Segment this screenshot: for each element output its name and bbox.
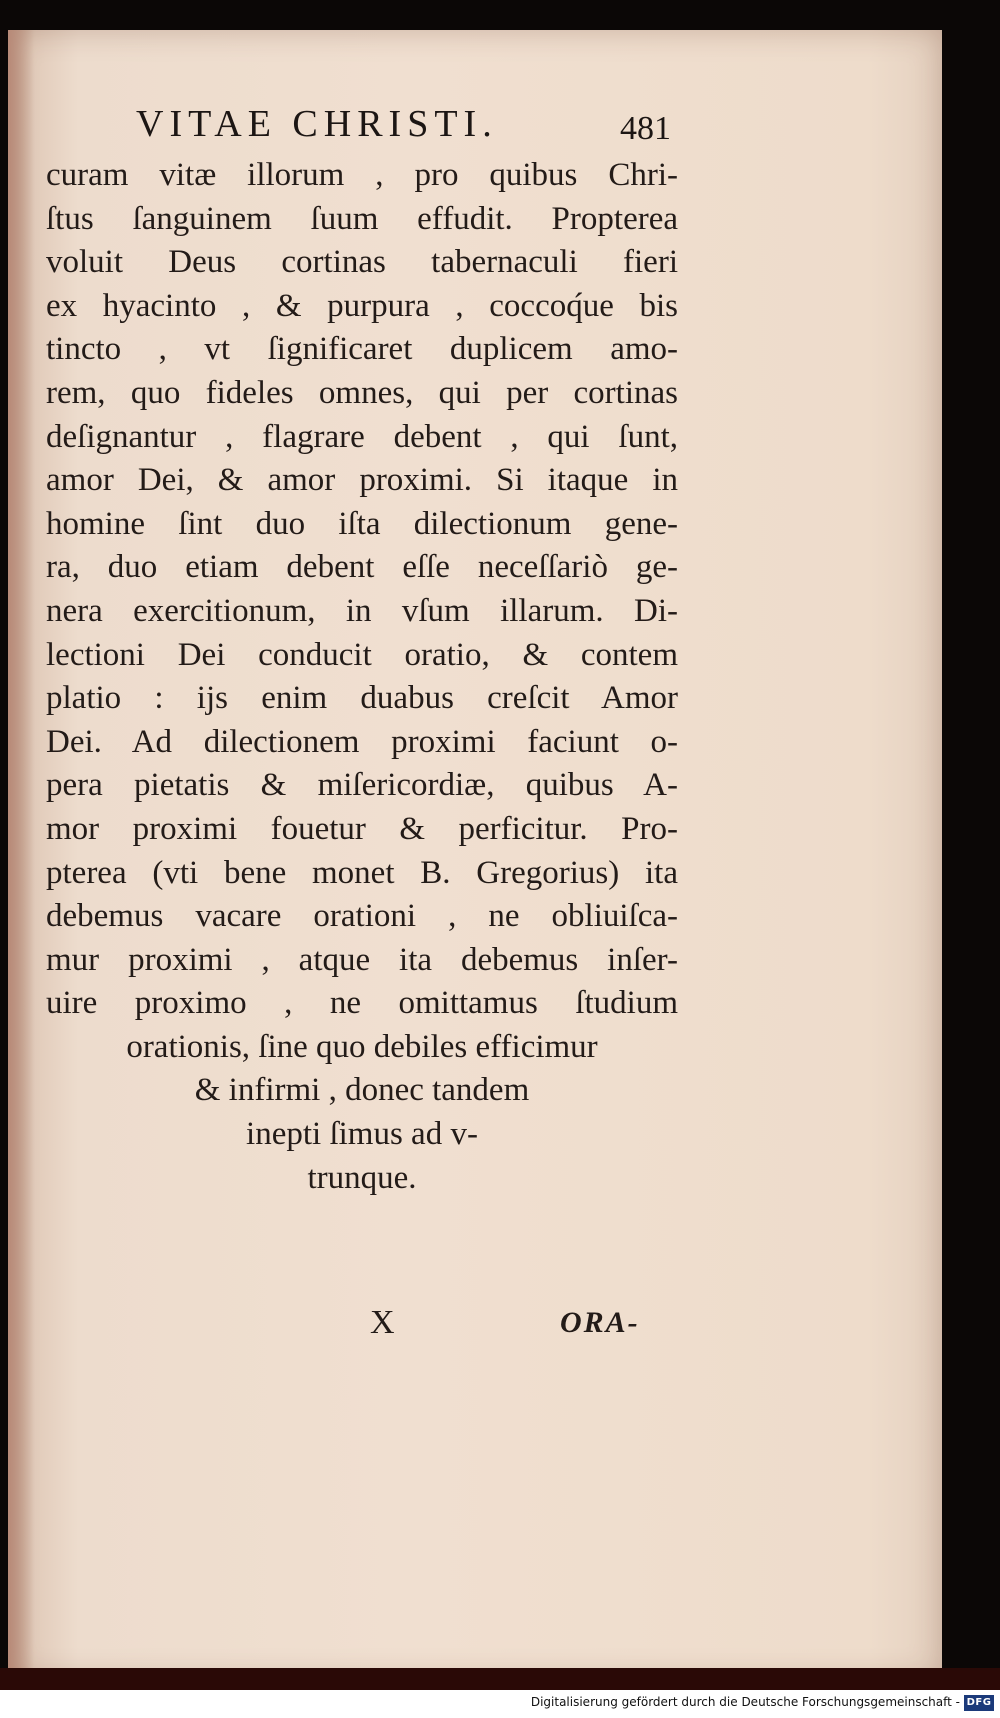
closing-line: orationis, ſine quo debiles efficimur: [126, 1028, 598, 1065]
text-line: curam vitæ illorum , pro quibus Chri-: [46, 157, 678, 193]
text-line: tincto , vt ſignificaret duplicem amo-: [46, 331, 678, 368]
closing-line: inepti ſimus ad v-: [246, 1116, 478, 1153]
closing-line: trunque.: [307, 1159, 417, 1196]
text-line: platio : ijs enim duabus creſcit Amor: [46, 680, 678, 717]
text-line: amor Dei, & amor proximi. Si itaque in: [46, 462, 678, 499]
binding-edge: [0, 1668, 1000, 1690]
text-line: ſtus ſanguinem ſuum effudit. Propterea: [46, 200, 678, 237]
text-line: homine ſint duo iſta dilectionum gene-: [46, 505, 678, 542]
text-line: nera exercitionum, in vſum illarum. Di-: [46, 592, 678, 629]
closing-line: & infirmi , donec tandem: [194, 1072, 530, 1109]
funding-credit: Digitalisierung gefördert durch die Deutsche Forschungsgemeinschaft -: [530, 1695, 960, 1709]
text-line: pera pietatis & miſericordiæ, quibus A-: [46, 767, 678, 804]
text-line: ex hyacinto , & purpura , coccoq́ue bis: [46, 287, 678, 324]
text-line: mur proximi , atque ita debemus inſer-: [46, 941, 678, 978]
catchword: ORA-: [560, 1306, 640, 1339]
text-line: pterea (vti bene monet B. Gregorius) ita: [46, 854, 678, 891]
book-page: [8, 30, 942, 1680]
signature-mark: X: [370, 1304, 395, 1341]
text-line: debemus vacare orationi , ne obliuiſca-: [46, 898, 678, 935]
text-line: deſignantur , flagrare debent , qui ſunt,: [46, 418, 678, 455]
text-line: uire proximo , ne omittamus ſtudium: [46, 985, 678, 1022]
running-head: VITAE CHRISTI.: [136, 103, 498, 145]
body-text: [46, 154, 678, 1200]
dfg-logo-icon: DFG: [964, 1695, 994, 1711]
text-line: mor proximi fouetur & perficitur. Pro-: [46, 810, 678, 847]
text-line: ra, duo etiam debent eſſe neceſſariò ge-: [46, 549, 678, 586]
page-number: 481: [620, 110, 671, 147]
text-line: lectioni Dei conducit oratio, & contem: [46, 636, 678, 673]
text-line: rem, quo fideles omnes, qui per cortinas: [46, 374, 678, 411]
text-line: voluit Deus cortinas tabernaculi fieri: [46, 244, 678, 281]
text-line: Dei. Ad dilectionem proximi faciunt o-: [46, 723, 678, 760]
footer-bar: [0, 1690, 1000, 1718]
